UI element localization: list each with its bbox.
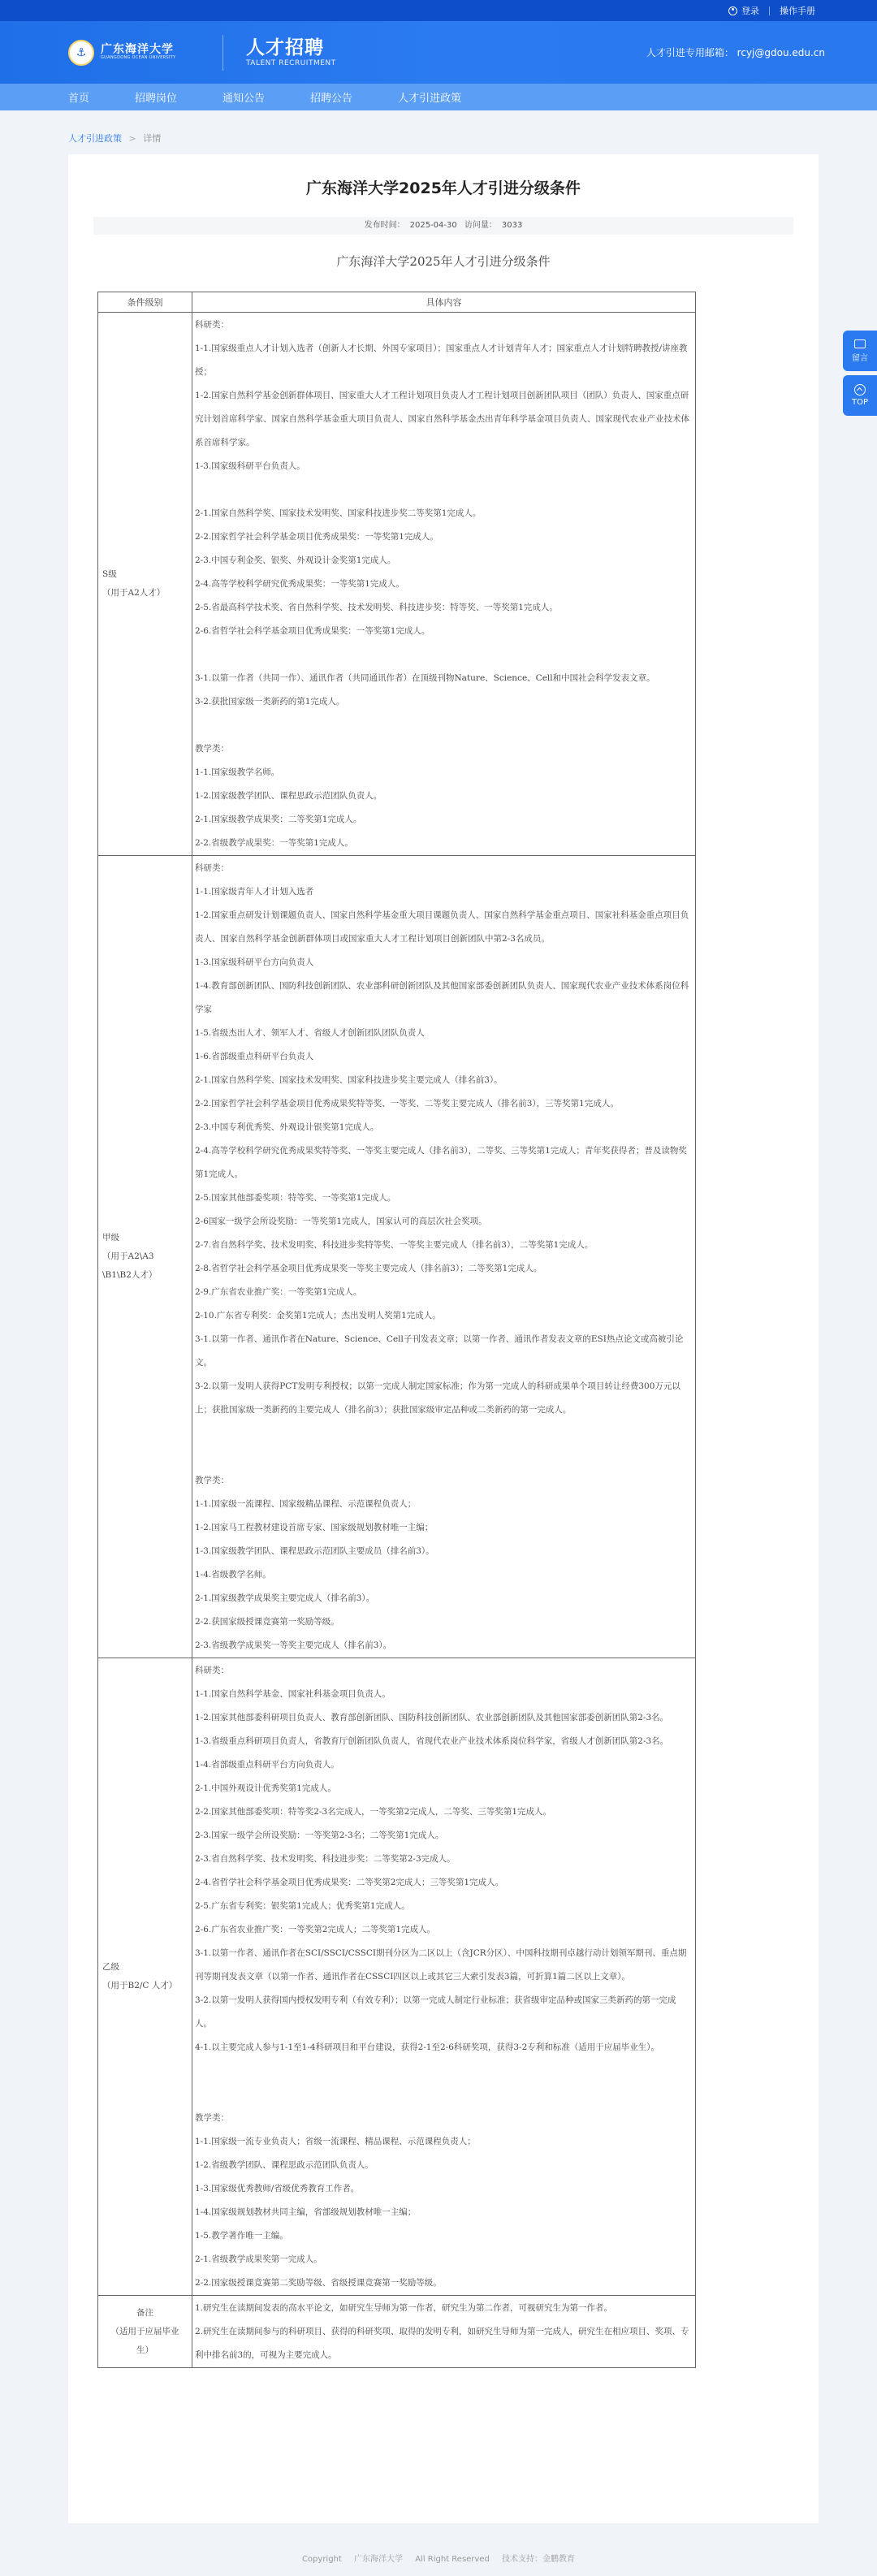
article-title: 广东海洋大学2025年人才引进分级条件 bbox=[306, 179, 581, 197]
level-cell bbox=[98, 856, 192, 1658]
content-line: 2-4.高等学校科学研究优秀成果奖：一等奖第1完成人。 bbox=[195, 579, 404, 589]
site-footer bbox=[0, 2552, 877, 2564]
content-line bbox=[195, 478, 693, 502]
content-line: 2-5.国家其他部委奖项：特等奖、一等奖第1完成人。 bbox=[195, 1193, 396, 1203]
site-header bbox=[0, 21, 877, 84]
level-text: \B1\B2人才） bbox=[102, 1270, 158, 1280]
breadcrumb-parent[interactable]: 人才引进政策 bbox=[68, 133, 122, 144]
breadcrumb-current: 详情 bbox=[143, 133, 162, 144]
content-line: 1-3.国家级优秀教师/省级优秀教育工作者。 bbox=[195, 2184, 360, 2193]
content-line: 2-10.广东省专利奖：金奖第1完成人；杰出发明人奖第1完成人。 bbox=[195, 1311, 441, 1320]
level-cell bbox=[98, 2296, 192, 2368]
content-line: 2-1.国家自然科学奖、国家技术发明奖、国家科技进步奖主要完成人（排名前3）。 bbox=[195, 1075, 503, 1085]
content-line bbox=[195, 2060, 693, 2083]
content-line: 2-1.国家级教学成果奖主要完成人（排名前3）。 bbox=[195, 1593, 375, 1603]
publish-date: 2025-04-30 bbox=[409, 221, 457, 230]
content-line: 2-2.国家级授课竞赛第二奖励等级、省级授课竞赛第一奖励等级。 bbox=[195, 2278, 442, 2288]
manual-link[interactable] bbox=[770, 4, 825, 17]
site-title bbox=[246, 37, 336, 68]
content-line bbox=[195, 714, 693, 737]
content-line: 2-3.省级教学成果奖一等奖主要完成人（排名前3）。 bbox=[195, 1640, 392, 1650]
table-header-row bbox=[98, 292, 696, 313]
table-row bbox=[98, 2296, 696, 2368]
article-meta bbox=[93, 217, 793, 235]
top-utility-bar bbox=[0, 0, 877, 21]
content-line: 2-2.国家哲学社会科学基金项目优秀成果奖特等奖、一等奖、二等奖主要完成人（排名前3），三等奖第1完成人。 bbox=[195, 1099, 619, 1109]
header-divider bbox=[222, 35, 223, 71]
content-line: 2-4.高等学校科学研究优秀成果奖特等奖、一等奖主要完成人（排名前3），二等奖、三等奖第1完成人；青年奖获得者；普及读物奖第1完成人。 bbox=[195, 1146, 687, 1179]
level-text: （适用于应届毕业 bbox=[110, 2326, 179, 2336]
content-line: 教学类： bbox=[195, 1476, 229, 1485]
breadcrumb bbox=[68, 132, 161, 145]
back-to-top-button[interactable] bbox=[843, 375, 877, 416]
content-line: 1-3.省级重点科研项目负责人，省教育厅创新团队负责人，省现代农业产业技术体系岗位科学家，省级人才创新团队第2-3名。 bbox=[195, 1736, 669, 1746]
level-text: 甲级 bbox=[102, 1233, 119, 1243]
level-text: 备注 bbox=[136, 2307, 153, 2318]
content-line bbox=[195, 643, 693, 667]
content-line: 1-1.国家级一流专业负责人；省级一流课程、精品课程、示范课程负责人； bbox=[195, 2137, 476, 2146]
content-line: 2-2.国家哲学社会科学基金项目优秀成果奖：一等奖第1完成人。 bbox=[195, 532, 438, 542]
content-line: 2-1.国家级教学成果奖：二等奖第1完成人。 bbox=[195, 815, 362, 824]
views-count: 3033 bbox=[501, 221, 523, 230]
content-line: 2-6国家一级学会所设奖励：一等奖第1完成人，国家认可的高层次社会奖项。 bbox=[195, 1217, 487, 1226]
logo-text-cn: 广东海洋大学 bbox=[101, 43, 174, 57]
content-line: 2-6.广东省农业推广奖：一等奖第2完成人；二等奖第1完成人。 bbox=[195, 1925, 436, 1934]
main-nav bbox=[0, 84, 877, 110]
footer-rights: All Right Reserved bbox=[415, 2555, 490, 2564]
footer-university: 广东海洋大学 bbox=[354, 2555, 404, 2564]
content-line: 3-1.以第一作者（共同一作）、通讯作者（共同通讯作者）在顶级刊物Nature、Science、Cell和中国社会科学发表文章。 bbox=[195, 673, 655, 683]
content-line: 2-2.国家其他部委奖项：特等奖2-3名完成人，一等奖第2完成人，二等奖、三等奖第1完成人。 bbox=[195, 1807, 552, 1817]
content-line: 1-1.国家级青年人才计划入选者 bbox=[195, 887, 314, 897]
message-icon bbox=[854, 339, 866, 348]
level-text: （用于A2人才） bbox=[102, 588, 166, 598]
level-cell bbox=[98, 313, 192, 856]
header-level: 条件级别 bbox=[98, 292, 192, 313]
content-line: 科研类： bbox=[195, 1666, 229, 1675]
content-line: 1-4.省部级重点科研平台方向负责人。 bbox=[195, 1760, 339, 1770]
content-line: 1-2.国家级教学团队、课程思政示范团队负责人。 bbox=[195, 791, 382, 801]
content-line: 2-6.省哲学社会科学基金项目优秀成果奖：一等奖第1完成人。 bbox=[195, 626, 430, 636]
content-line: 2-1.中国外观设计优秀奖第1完成人。 bbox=[195, 1783, 336, 1793]
nav-positions[interactable]: 招聘岗位 bbox=[135, 93, 178, 105]
content-line: 3-1.以第一作者、通讯作者在Nature、Science、Cell子刊发表文章；以第一作者、通讯作者发表文章的ESI热点论文或高被引论文。 bbox=[195, 1334, 684, 1368]
content-line: 科研类： bbox=[195, 863, 229, 873]
nav-announcements[interactable]: 招聘公告 bbox=[310, 93, 353, 105]
content-line: 1-3.国家级教学团队、课程思政示范团队主要成员（排名前3）。 bbox=[195, 1546, 434, 1556]
login-link[interactable] bbox=[719, 4, 769, 17]
content-line: 2-9.广东省农业推广奖：一等奖第1完成人。 bbox=[195, 1287, 362, 1297]
top-label: TOP bbox=[851, 398, 868, 407]
content-line: 科研类： bbox=[195, 320, 229, 330]
site-title-cn: 人才招聘 bbox=[246, 37, 324, 58]
content-line: 1-2.省级教学团队、课程思政示范团队负责人。 bbox=[195, 2160, 374, 2170]
content-line bbox=[195, 1422, 693, 1446]
content-line: 2-4.省哲学社会科学基金项目优秀成果奖：二等奖第2完成人；三等奖第1完成人。 bbox=[195, 1878, 504, 1887]
content-line: 2-5.省最高科学技术奖、省自然科学奖、技术发明奖、科技进步奖：特等奖、一等奖第1完成人。 bbox=[195, 603, 558, 612]
message-label: 留言 bbox=[852, 353, 868, 363]
content-line: 2.研究生在读期间参与的科研项目、获得的科研奖项、取得的发明专利，如研究生导师为第一完成人，研究生在相应项目、奖项、专利中排名前3的，可视为主要完成人。 bbox=[195, 2327, 689, 2360]
content-line: 2-3.国家一级学会所设奖励：一等奖第2-3名；二等奖第1完成人。 bbox=[195, 1830, 444, 1840]
publish-date-label: 发布时间： bbox=[364, 221, 405, 230]
content-line: 1-5.省级杰出人才、领军人才、省级人才创新团队团队负责人 bbox=[195, 1028, 425, 1038]
footer-support: 技术支持：金鹏教育 bbox=[502, 2555, 576, 2564]
content-line: 4-1.以主要完成人参与1-1至1-4科研项目和平台建设，获得2-1至2-6科研奖项，获得3-2专利和标准（适用于应届毕业生）。 bbox=[195, 2042, 660, 2052]
content-line: 1-6.省部级重点科研平台负责人 bbox=[195, 1052, 314, 1061]
manual-label: 操作手册 bbox=[780, 6, 815, 16]
content-line: 1-1.国家自然科学基金、国家社科基金项目负责人。 bbox=[195, 1689, 391, 1699]
content-line: 教学类： bbox=[195, 2113, 229, 2123]
university-emblem-icon: ⚓ bbox=[68, 40, 94, 66]
header-content: 具体内容 bbox=[192, 292, 696, 313]
content-line: 1-2.国家马工程教材建设首席专家、国家级规划教材唯一主编； bbox=[195, 1523, 434, 1532]
footer-copyright: Copyright bbox=[301, 2555, 342, 2564]
content-line: 1-4.国家级规划教材共同主编，省部级规划教材唯一主编； bbox=[195, 2207, 417, 2217]
nav-notices[interactable]: 通知公告 bbox=[222, 93, 266, 105]
content-line: 2-3.中国专利优秀奖、外观设计银奖第1完成人。 bbox=[195, 1122, 379, 1132]
content-line bbox=[195, 1446, 693, 1469]
content-line: 3-1.以第一作者、通讯作者在SCI/SSCI/CSSCI期刊分区为二区以上（含JCR分区）、中国科技期刊卓越行动计划领军期刊、重点期刊等期刊发表文章（以第一作者、通讯作者在CSSCI四区以上或其它三大索引发表3篇，可折算1篇二区以上文章）。 bbox=[195, 1948, 687, 1982]
content-line: 1-3.国家级科研平台负责人。 bbox=[195, 461, 305, 471]
level-cell bbox=[98, 1658, 192, 2296]
logo-text-en: GUANGDONG OCEAN UNIVERSITY bbox=[101, 55, 176, 61]
content-line: 1-2.国家其他部委科研项目负责人、教育部创新团队、国防科技创新团队、农业部创新团队及其他国家部委创新团队第2-3名。 bbox=[195, 1713, 669, 1722]
table-row bbox=[98, 313, 696, 856]
content-line: 1-2.国家重点研发计划课题负责人、国家自然科学基金重大项目课题负责人、国家自然科学基金重点项目、国家社科基金重点项目负责人、国家自然科学基金创新群体项目或国家重大人才工程计划项目创新团队中第2-3名成员。 bbox=[195, 910, 689, 944]
content-line: 2-3.中国专利金奖、银奖、外观设计金奖第1完成人。 bbox=[195, 555, 396, 565]
content-line: 1-4.省级教学名师。 bbox=[195, 1570, 271, 1580]
user-icon bbox=[728, 6, 737, 15]
content-title: 广东海洋大学2025年人才引进分级条件 bbox=[336, 254, 551, 269]
article-card bbox=[68, 154, 819, 2523]
content-line: 1-2.国家自然科学基金创新群体项目、国家重大人才工程计划项目负责人才工程计划项目创新团队项目（团队）负责人、国家重点研究计划首席科学家、国家自然科学基金重大项目负责人、国家自然科学基金杰出青年科学基金项目负责人、国家现代农业产业技术体系首席科学家。 bbox=[195, 391, 689, 447]
content-cell bbox=[192, 2296, 696, 2368]
content-line: 2-3.省自然科学奖、技术发明奖、科技进步奖：二等奖第2-3完成人。 bbox=[195, 1854, 456, 1864]
content-line: 教学类： bbox=[195, 744, 229, 754]
content-line: 3-2.以第一发明人获得PCT发明专利授权；以第一完成人制定国家标准；作为第一完成人的科研成果单个项目转让经费300万元以上；获批国家级一类新药的主要完成人（排名前3）；获批国家级审定品种或二类新药的第一完成人。 bbox=[195, 1381, 680, 1415]
content-line: 1-5.教学著作唯一主编。 bbox=[195, 2231, 288, 2241]
site-title-en: TALENT RECRUITMENT bbox=[246, 59, 336, 68]
content-line: 1-1.国家级教学名师。 bbox=[195, 767, 280, 777]
content-line: 1-4.教育部创新团队、国防科技创新团队、农业部科研创新团队及其他国家部委创新团队负责人、国家现代农业产业技术体系岗位科学家 bbox=[195, 981, 689, 1014]
levels-table bbox=[97, 292, 696, 2368]
content-line: 1-3.国家级科研平台方向负责人 bbox=[195, 957, 314, 967]
level-text: （用于A2\A3 bbox=[102, 1251, 154, 1261]
nav-talent-policy[interactable]: 人才引进政策 bbox=[398, 93, 462, 105]
recruitment-email: 人才引进专用邮箱： rcyj@gdou.edu.cn bbox=[646, 47, 825, 58]
content-line: 3-2.获批国家级一类新药的第1完成人。 bbox=[195, 697, 345, 707]
level-text: 生） bbox=[136, 2345, 153, 2355]
content-line: 1-1.国家级重点人才计划入选者（创新人才长期、外国专家项目）；国家重点人才计划青年人才；国家重点人才计划特聘教授/讲座教授； bbox=[195, 344, 688, 377]
content-line: 2-5.广东省专利奖：银奖第1完成人；优秀奖第1完成人。 bbox=[195, 1901, 410, 1911]
content-line: 1.研究生在读期间发表的高水平论文，如研究生导师为第一作者，研究生为第二作者，可视研究生为第一作者。 bbox=[195, 2303, 613, 2313]
content-line: 2-1.省级教学成果奖第一完成人。 bbox=[195, 2254, 322, 2264]
content-cell bbox=[192, 1658, 696, 2296]
breadcrumb-separator: > bbox=[128, 133, 136, 144]
content-cell bbox=[192, 856, 696, 1658]
nav-home[interactable]: 首页 bbox=[68, 93, 90, 105]
content-cell bbox=[192, 313, 696, 856]
level-text: S级 bbox=[102, 569, 117, 579]
content-line: 2-7.省自然科学奖、技术发明奖、科技进步奖特等奖、一等奖主要完成人（排名前3），二等奖第1完成人。 bbox=[195, 1240, 594, 1250]
content-line: 2-2.省级教学成果奖：一等奖第1完成人。 bbox=[195, 838, 353, 848]
content-line: 2-1.国家自然科学奖、国家技术发明奖、国家科技进步奖二等奖第1完成人。 bbox=[195, 508, 482, 518]
content-line: 1-1.国家级一流课程、国家级精品课程、示范课程负责人； bbox=[195, 1499, 417, 1509]
content-line: 3-2.以第一发明人获得国内授权发明专利（有效专利）；以第一完成人制定行业标准；获省级审定品种或国家三类新药的第一完成人。 bbox=[195, 1995, 676, 2029]
views-label: 访问量： bbox=[464, 221, 497, 230]
level-text: （用于B2/C 人才） bbox=[102, 1981, 178, 1990]
content-line: 2-8.省哲学社会科学基金项目优秀成果奖一等奖主要完成人（排名前3）；二等奖第1完成人。 bbox=[195, 1264, 542, 1273]
content-line bbox=[195, 2083, 693, 2107]
content-line: 2-2.获国家级授课竞赛第一奖励等级。 bbox=[195, 1617, 339, 1627]
table-row bbox=[98, 1658, 696, 2296]
message-button[interactable] bbox=[843, 331, 877, 371]
table-row bbox=[98, 856, 696, 1658]
university-logo[interactable] bbox=[68, 40, 198, 66]
level-text: 乙级 bbox=[102, 1962, 119, 1972]
arrow-up-icon bbox=[854, 384, 866, 395]
login-label: 登录 bbox=[741, 6, 759, 16]
